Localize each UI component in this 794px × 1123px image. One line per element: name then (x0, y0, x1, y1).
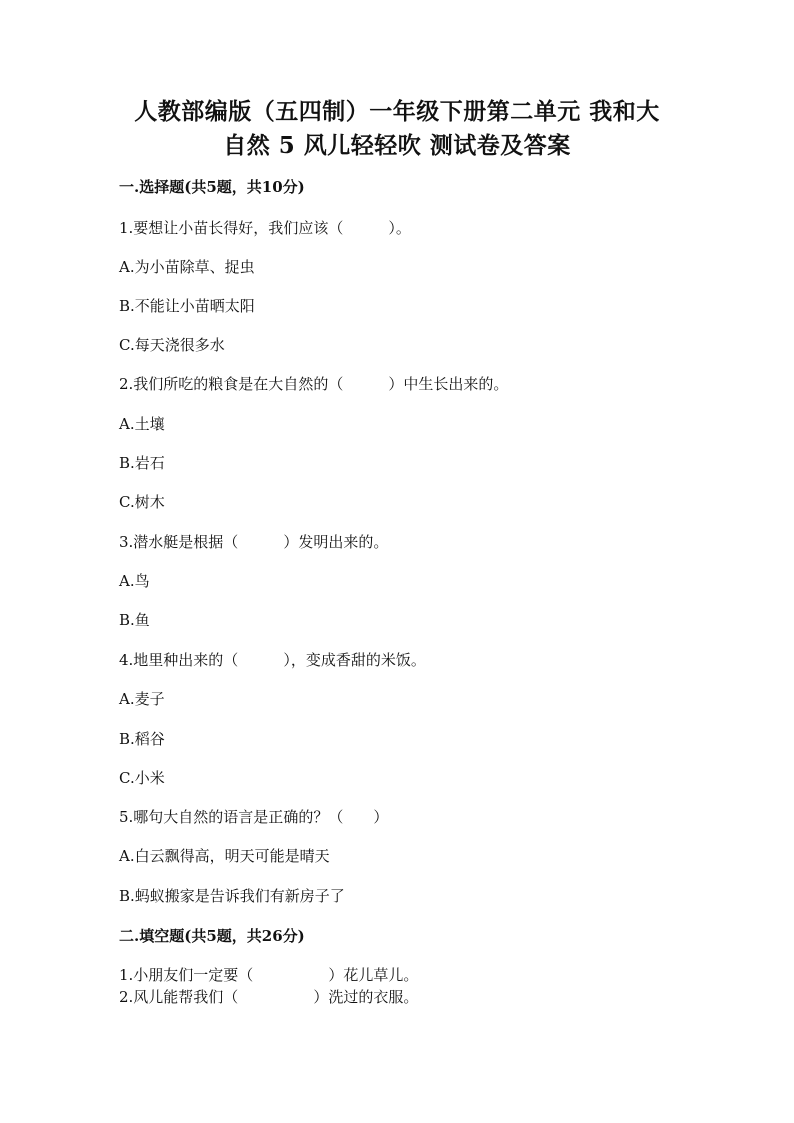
question-option: B.岩石 (119, 454, 165, 472)
question-option: B.不能让小苗晒太阳 (119, 297, 255, 315)
fill-in-question: 1.小朋友们一定要（ ）花儿草儿。 (119, 966, 419, 984)
question-option: B.稻谷 (119, 730, 165, 748)
question-option: A.白云飘得高，明天可能是晴天 (119, 847, 330, 865)
question-option: A.麦子 (119, 690, 165, 708)
question-option: A.土壤 (119, 415, 165, 433)
document-title-line-2: 自然 5 风儿轻轻吹 测试卷及答案 (223, 132, 571, 159)
fill-in-question: 2.风儿能帮我们（ ）洗过的衣服。 (119, 988, 419, 1006)
document-title-line-1: 人教部编版（五四制）一年级下册第二单元 我和大 (134, 98, 660, 125)
question-option: B.鱼 (119, 611, 150, 629)
question-stem: 4.地里种出来的（ ），变成香甜的米饭。 (119, 651, 426, 669)
question-option: A.鸟 (119, 572, 150, 590)
question-option: A.为小苗除草、捉虫 (119, 258, 255, 276)
section-heading-fill-in: 二.填空题(共5题，共26分) (119, 927, 305, 945)
question-stem: 1.要想让小苗长得好，我们应该（ ）。 (119, 219, 411, 237)
section-heading-choice: 一.选择题(共5题，共10分) (119, 178, 305, 196)
question-stem: 3.潜水艇是根据（ ）发明出来的。 (119, 533, 389, 551)
question-option: C.每天浇很多水 (119, 336, 225, 354)
question-option: B.蚂蚁搬家是告诉我们有新房子了 (119, 887, 345, 905)
question-option: C.树木 (119, 493, 165, 511)
question-option: C.小米 (119, 769, 165, 787)
question-stem: 2.我们所吃的粮食是在大自然的（ ）中生长出来的。 (119, 375, 509, 393)
question-stem: 5.哪句大自然的语言是正确的？（ ） (119, 808, 389, 826)
